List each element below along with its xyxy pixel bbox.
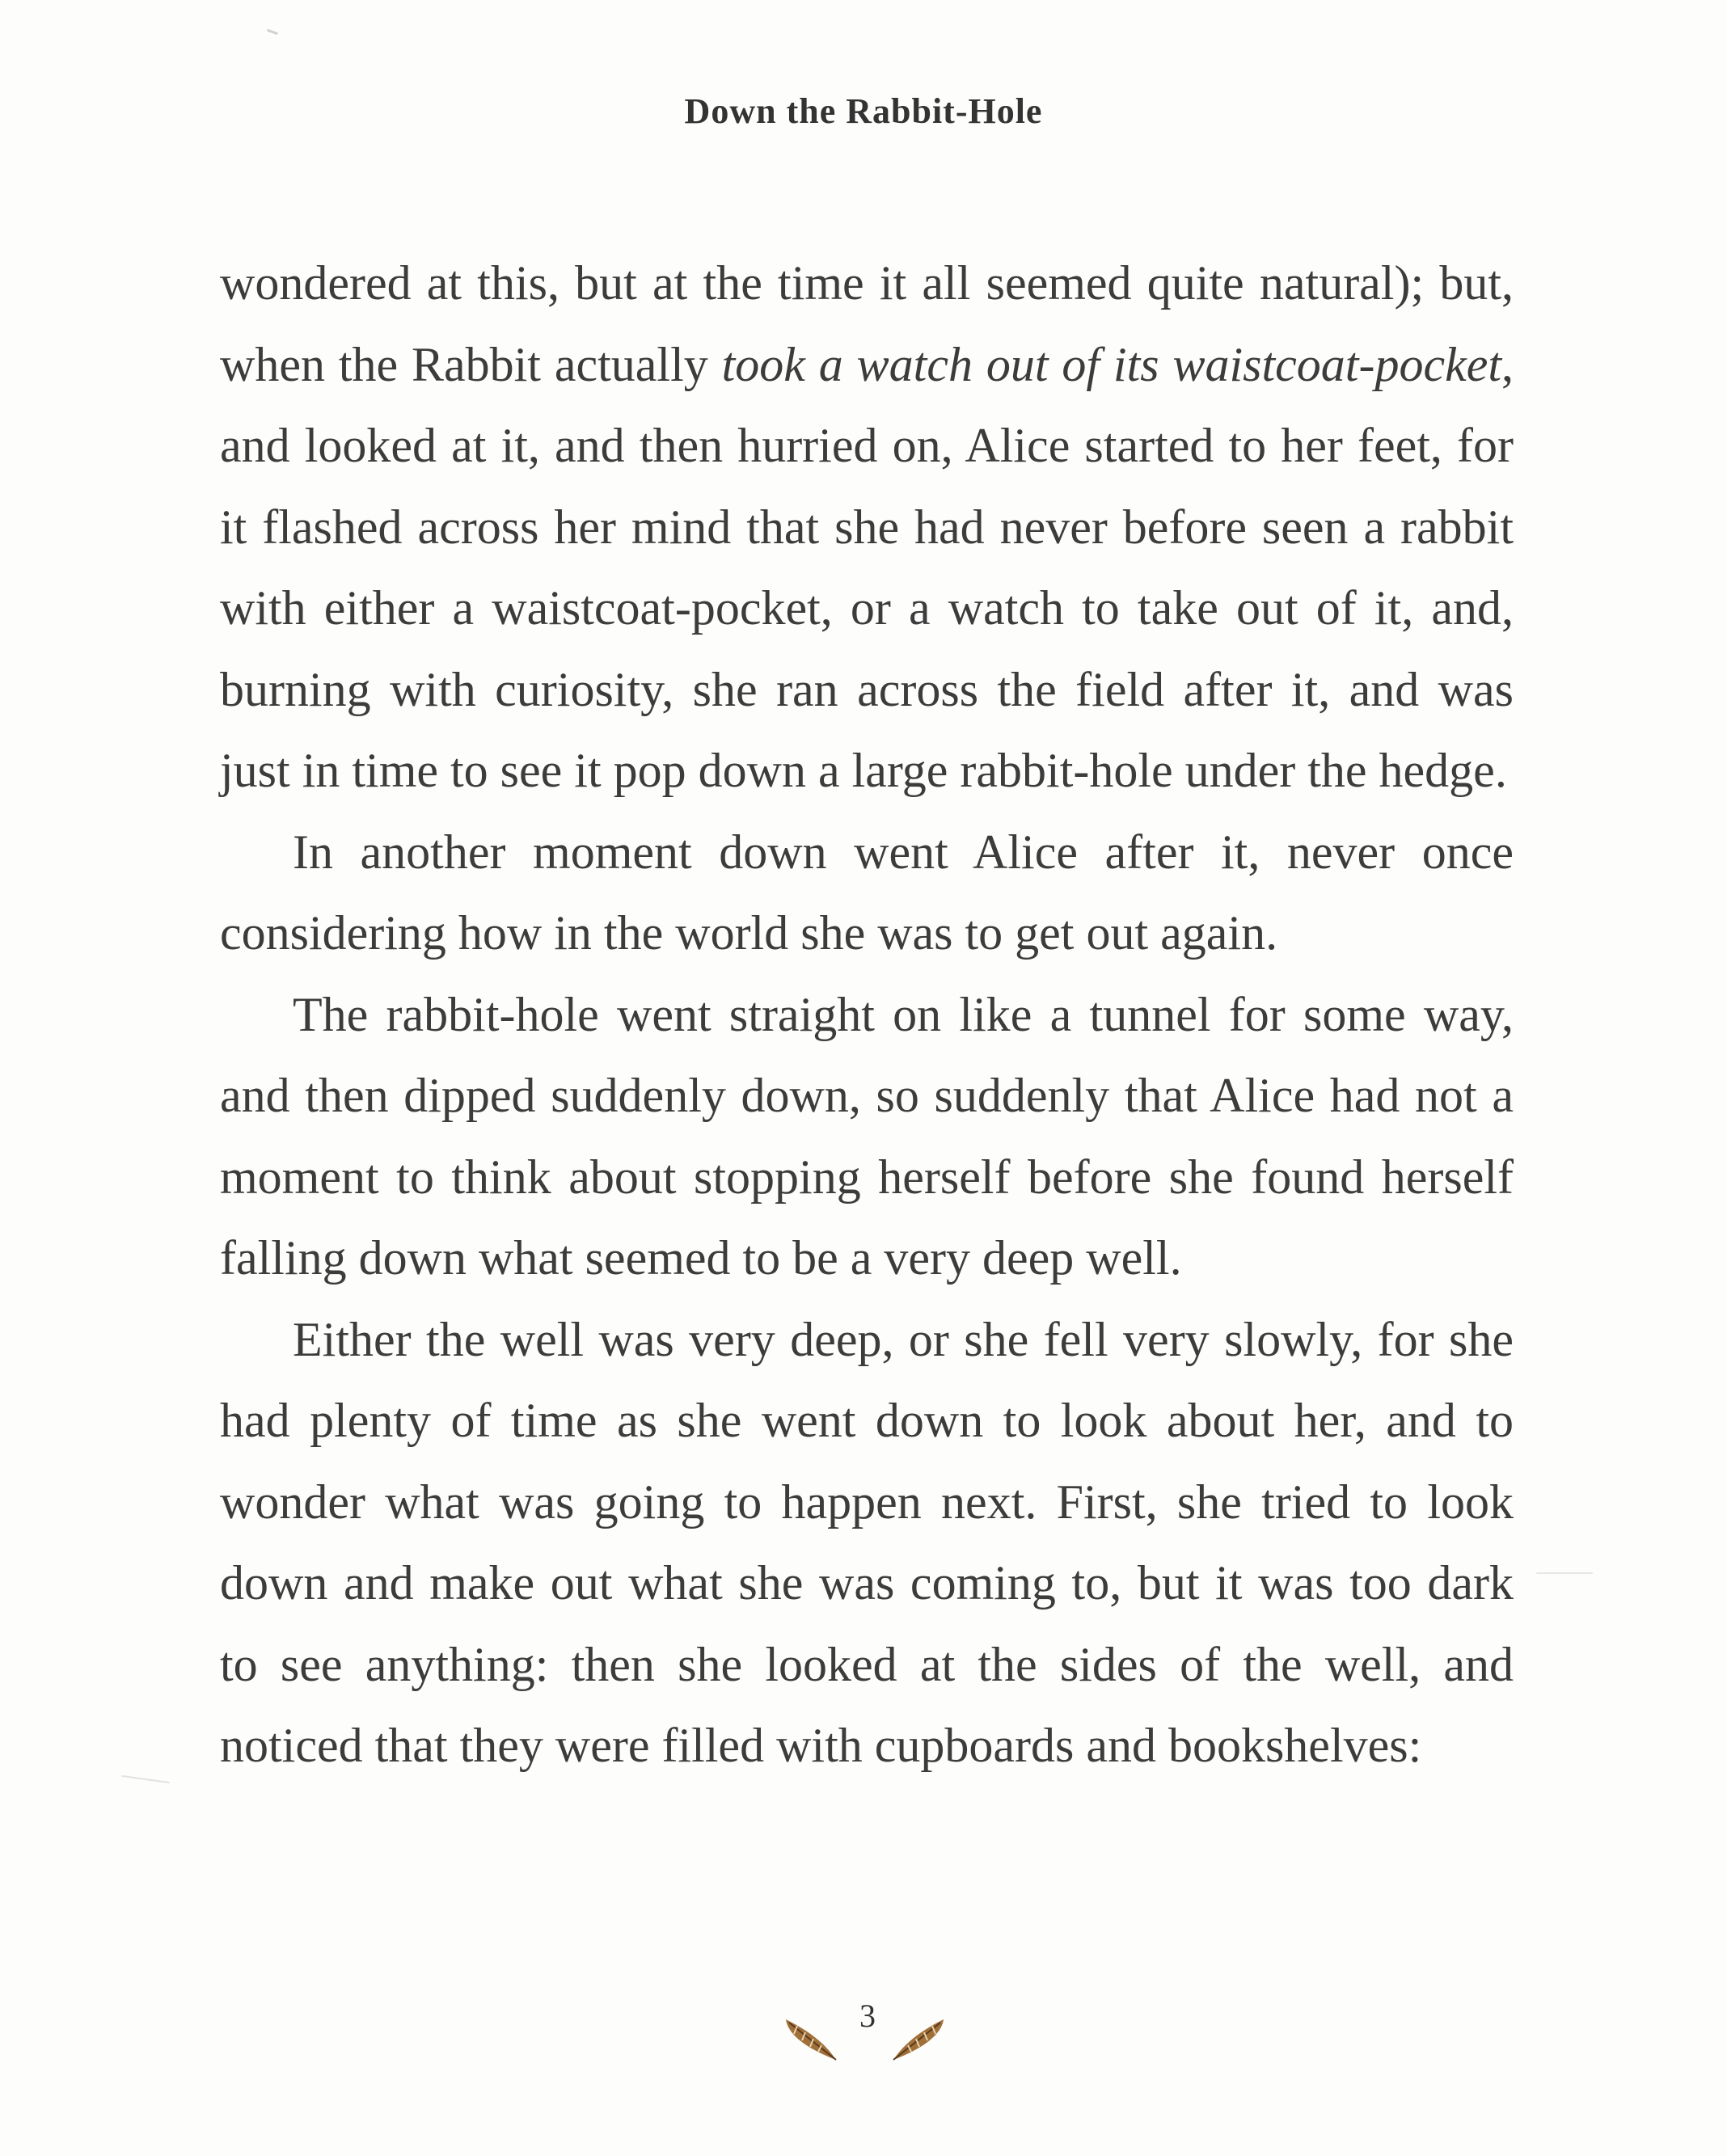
feather-leaf-icon <box>779 2008 844 2065</box>
scan-speck <box>267 29 278 36</box>
paragraph-1 <box>220 243 1514 812</box>
feather-leaf-icon <box>885 2008 950 2065</box>
page-number: 3 <box>859 1998 876 2034</box>
scan-speck <box>121 1775 170 1783</box>
running-head: Down the Rabbit-Hole <box>684 91 1043 131</box>
page-footer <box>0 1997 1727 2070</box>
paragraph-3: The rabbit-hole went straight on like a tunnel for some way, and then dipped suddenly down, so suddenly that Alice had not a moment to think about stopping herself before she found herself falling down what seemed to be a very deep well. <box>220 987 1514 1285</box>
paragraph-2: In another moment down went Alice after it, never once considering how in the world she was to get out again. <box>220 825 1514 960</box>
body-text <box>220 243 1514 1787</box>
paragraph-1-text-start: wondered at this, but at the time it all seemed quite natural); but, when the Rabbit actually <box>220 256 1514 391</box>
paragraph-1-italic-phrase: took a watch out of its waistcoat-pocket <box>721 337 1502 391</box>
scan-speck <box>1536 1572 1593 1574</box>
paragraph-4: Either the well was very deep, or she fell very slowly, for she had plenty of time as she went down to look about her, and to wonder what was going to happen next. First, she tried to look down and make out what she was coming to, but it was too dark to see anything: then she looked at the sides of the well, and noticed that they were filled with cupboards and bookshelves: <box>220 1312 1514 1772</box>
paragraph-1-text-end: , and looked at it, and then hurried on, Alice started to her feet, for it flashed across her mind that she had never before seen a rabbit with either a waistcoat-pocket, or a watch to take out of it, and, burning with curiosity, she ran across the field after it, and was just in time to see it pop down a large rabbit-hole under the hedge. <box>220 337 1514 797</box>
